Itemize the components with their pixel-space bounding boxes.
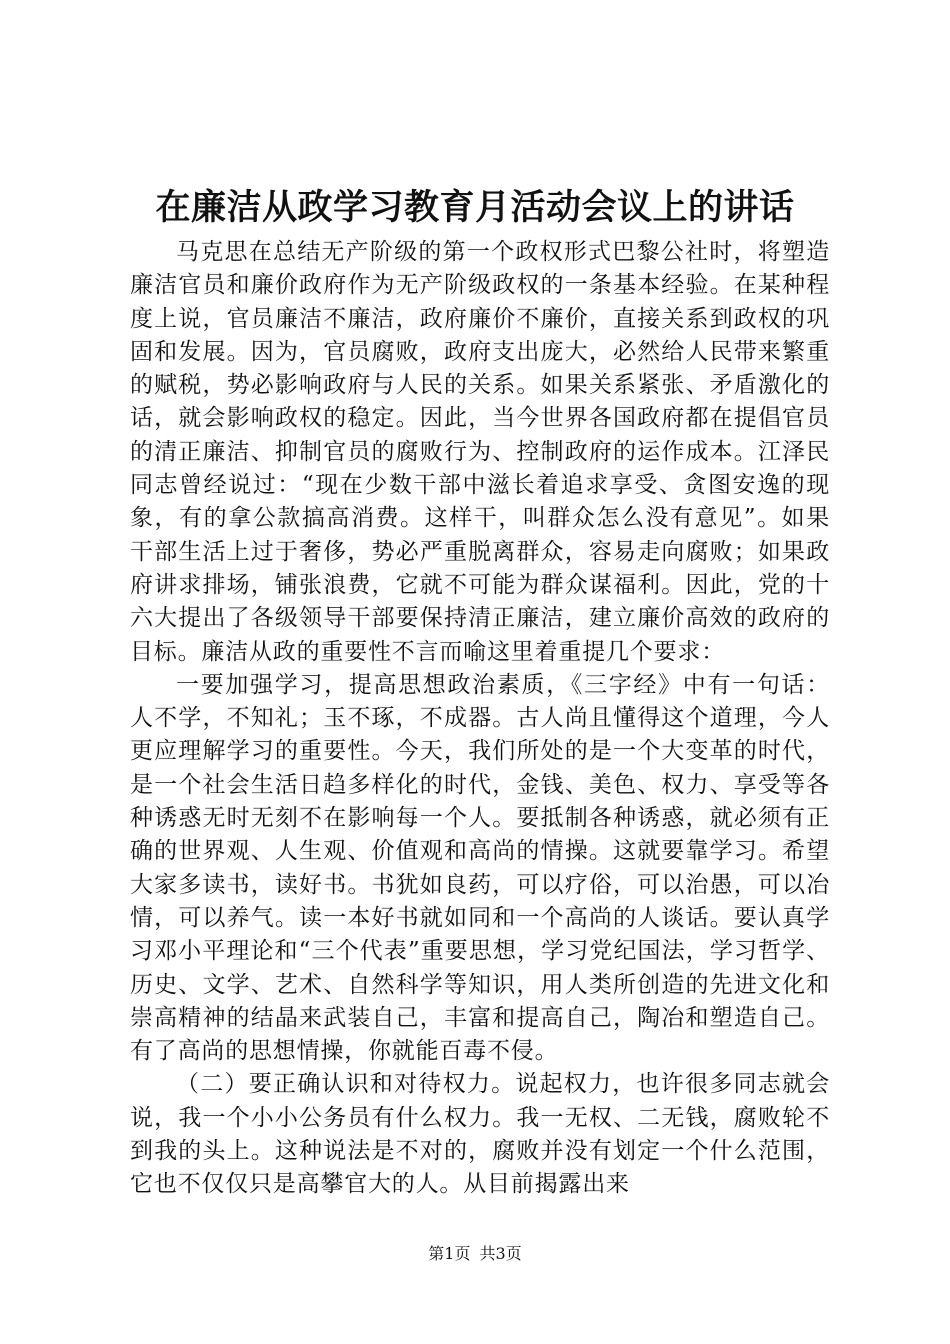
page-total: 共3页 xyxy=(479,1244,522,1263)
paragraph: 马克思在总结无产阶级的第一个政权形式巴黎公社时，将塑造廉洁官员和廉价政府作为无产阶级政权的一条基本经验。在某种程度上说，官员廉洁不廉洁，政府廉价不廉价，直接关系到政权的巩固和发展。因为，官员腐败，政府支出庞大，必然给人民带来繁重的赋税，势必影响政府与人民的关系。如果关系紧张、矛盾激化的话，就会影响政权的稳定。因此，当今世界各国政府都在提倡官员的清正廉洁、抑制官员的腐败行为、控制政府的运作成本。江泽民同志曾经说过：“现在少数干部中滋长着追求享受、贪图安逸的现象，有的拿公款搞高消费。这样干，叫群众怎么没有意见”。如果干部生活上过于奢侈，势必严重脱离群众，容易走向腐败；如果政府讲求排场，铺张浪费，它就不可能为群众谋福利。因此，党的十六大提出了各级领导干部要保持清正廉洁，建立廉价高效的政府的目标。廉洁从政的重要性不言而喻这里着重提几个要求： xyxy=(130,239,830,665)
paragraph: 一要加强学习，提高思想政治素质，《三字经》中有一句话：人不学，不知礼；玉不琢，不成器。古人尚且懂得这个道理，今人更应理解学习的重要性。今天，我们所处的是一个大变革的时代，是一个社会生活日趋多样化的时代，金钱、美色、权力、享受等各种诱惑无时无刻不在影响每一个人。要抵制各种诱惑，就必须有正确的世界观、人生观、价值观和高尚的情操。这就要靠学习。希望大家多读书，读好书。书犹如良药，可以疗俗，可以治愚，可以冶情，可以养气。读一本好书就如同和一个高尚的人谈话。要认真学习邓小平理论和“三个代表”重要思想，学习党纪国法，学习哲学、历史、文学、艺术、自然科学等知识，用人类所创造的先进文化和崇高精神的结晶来武装自己，丰富和提高自己，陶冶和塑造自己。有了高尚的思想情操，你就能百毒不侵。 xyxy=(130,671,830,1065)
page-number: 第1页 xyxy=(428,1244,471,1263)
paragraph: （二）要正确认识和对待权力。说起权力，也许很多同志就会说，我一个小小公务员有什么权力。我一无权、二无钱，腐败轮不到我的头上。这种说法是不对的，腐败并没有划定一个什么范围，它也不仅仅只是高攀官大的人。从目前揭露出来 xyxy=(130,1071,830,1198)
document-body xyxy=(130,236,830,1202)
document-title: 在廉洁从政学习教育月活动会议上的讲话 xyxy=(155,187,795,228)
page-footer xyxy=(0,1242,950,1266)
